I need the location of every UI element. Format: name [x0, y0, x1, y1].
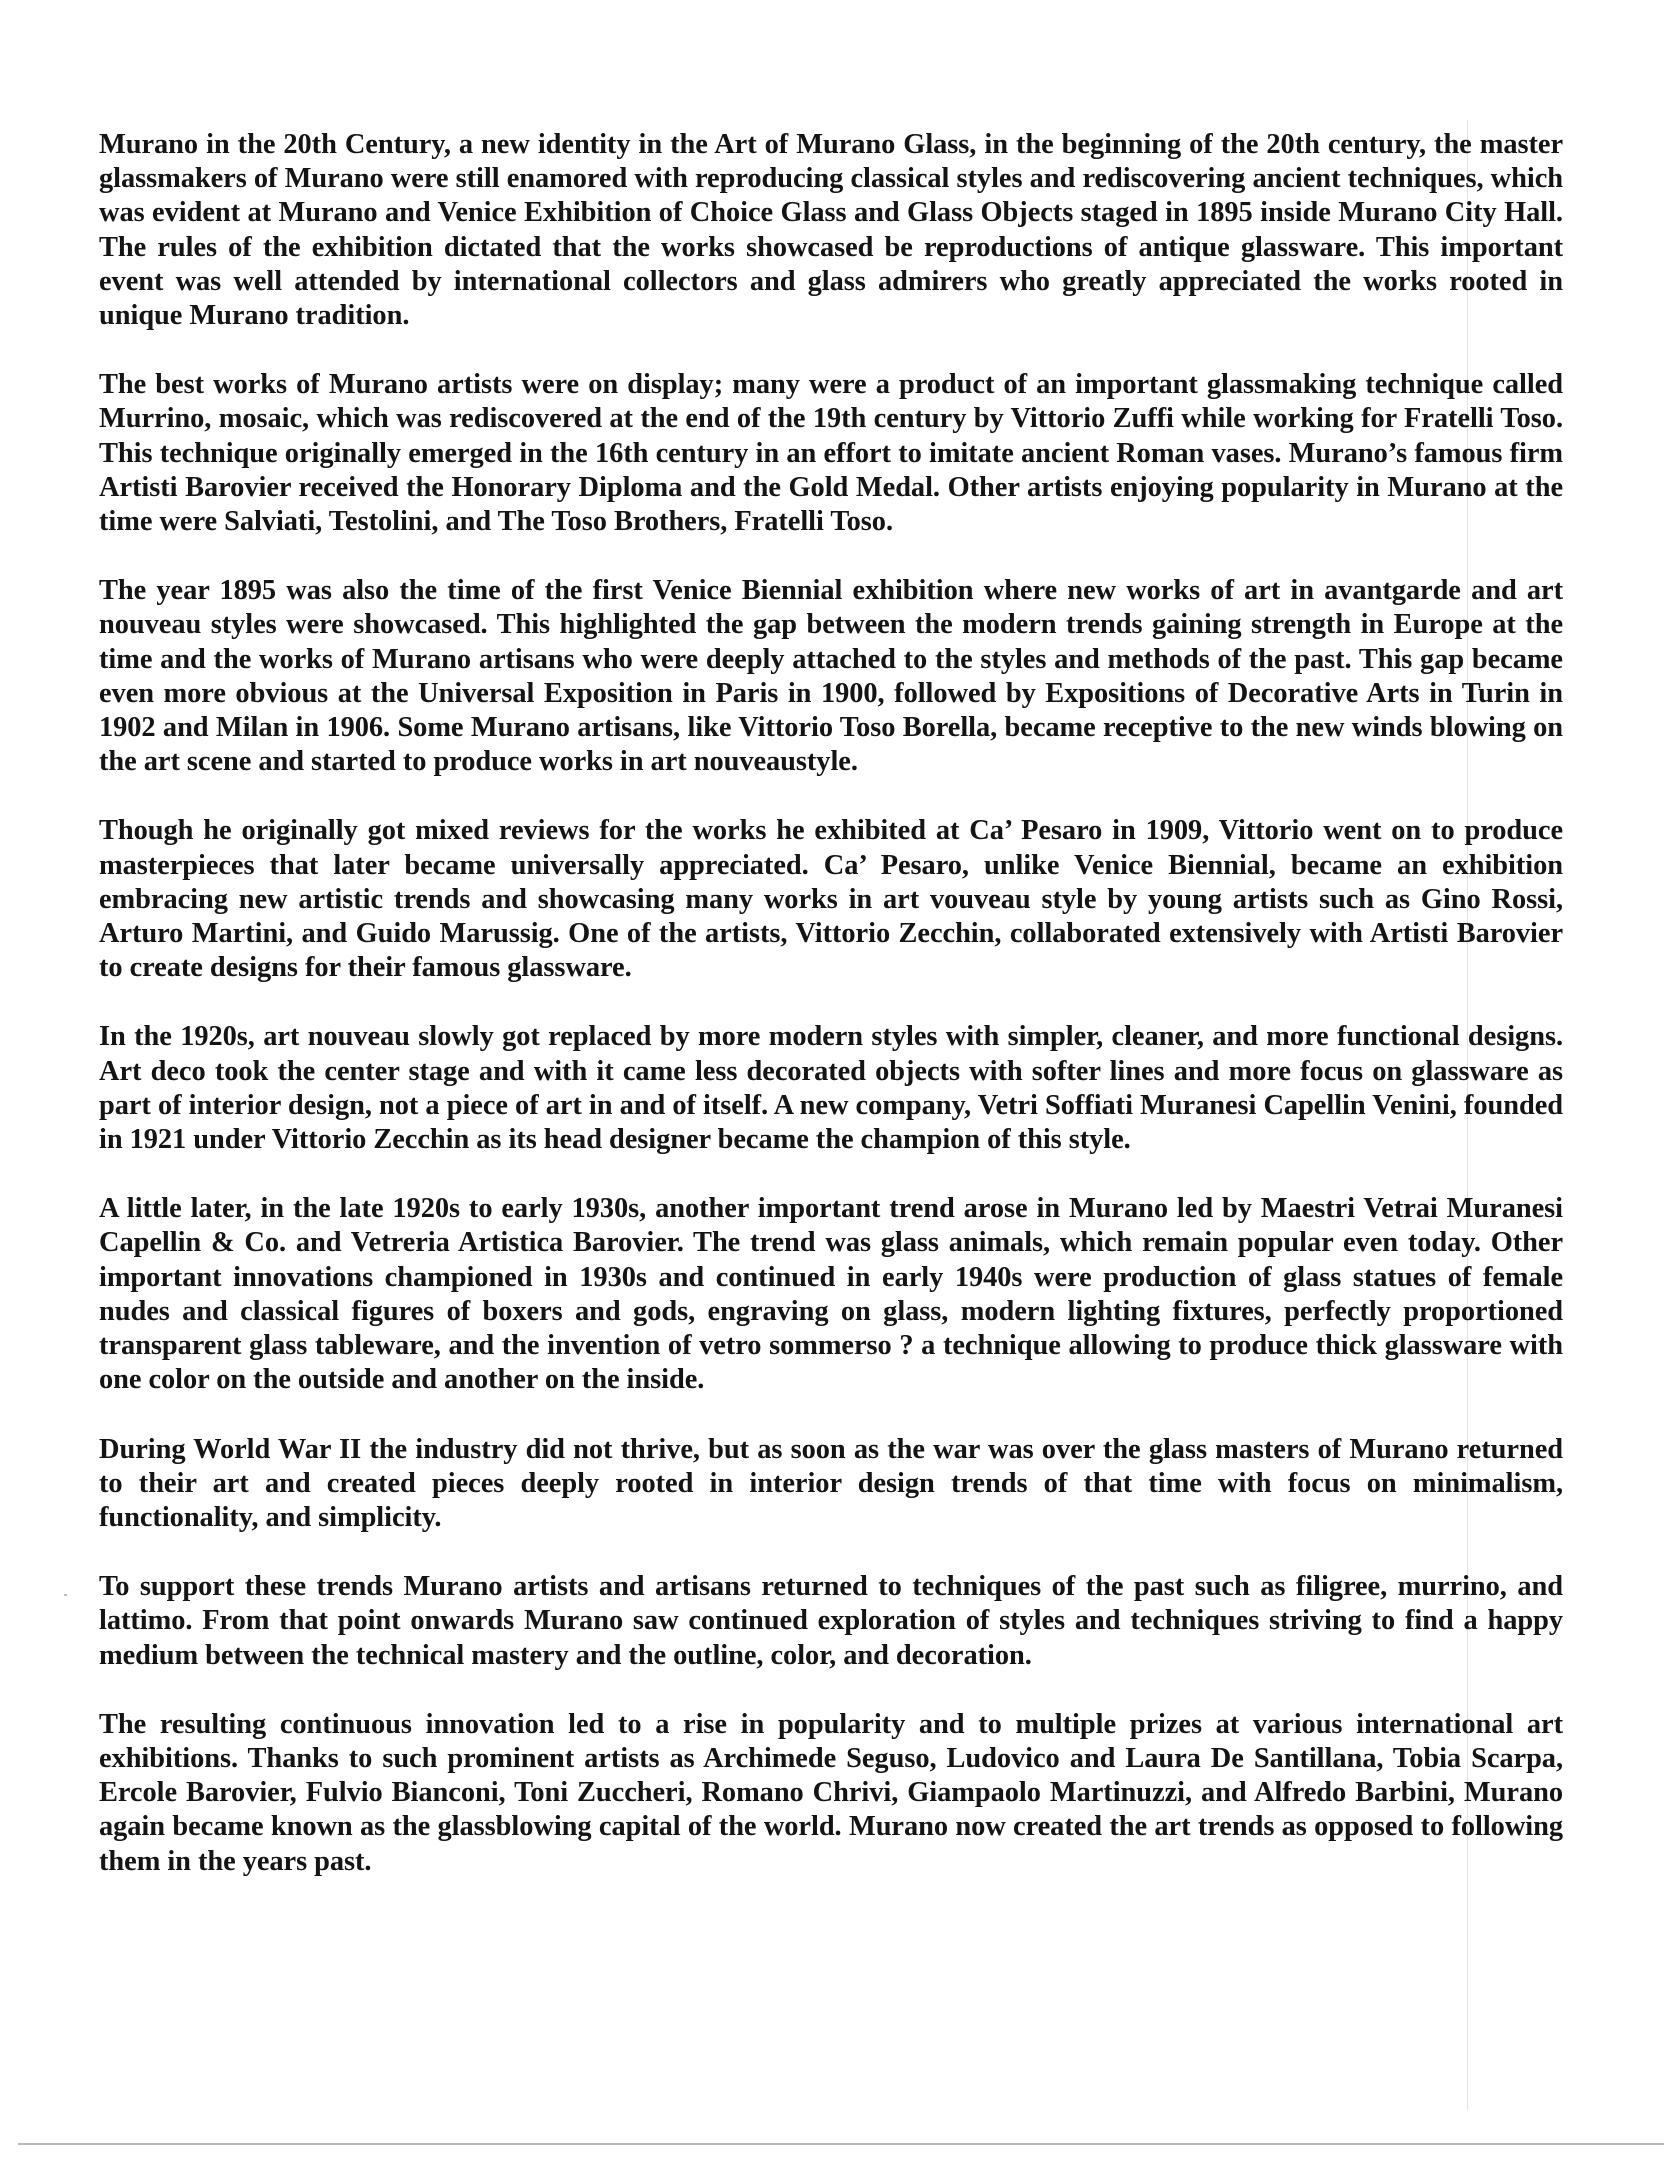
document-body: [99, 128, 1563, 1914]
paragraph-world-war-ii: During World War II the industry did not thrive, but as soon as the war was over the glass masters of Murano returned to their art and created pieces deeply rooted in interior design trends of that time with focus on minimalism, functionality, and simplicity.: [99, 1433, 1563, 1533]
paragraph-1930s: A little later, in the late 1920s to early 1930s, another important trend arose in Murano led by Maestri Vetrai Muranesi Capellin & Co. and Vetreria Artistica Barovier. The trend was glass animals, which remain popular even today. Other important innovations championed in 1930s and continued in early 1940s were production of glass statues of female nudes and classical figures of boxers and gods, engraving on glass, modern lighting fixtures, perfectly proportioned transparent glass tableware, and the invention of vetro sommerso ? a technique allowing to produce thick glassware with one color on the outside and another on the inside.: [99, 1193, 1563, 1396]
paragraph-intro: Murano in the 20th Century, a new identity in the Art of Murano Glass, in the beginning of the 20th century, the master glassmakers of Murano were still enamored with reproducing classical styles and rediscovering ancient techniques, which was evident at Murano and Venice Exhibition of Choice Glass and Glass Objects staged in 1895 inside Murano City Hall. The rules of the exhibition dictated that the works showcased be reproductions of antique glassware. This important event was well attended by international collectors and glass admirers who greatly appreciated the works rooted in unique Murano tradition.: [99, 129, 1563, 332]
bottom-rule: [18, 2143, 1664, 2145]
paragraph-ca-pesaro: Though he originally got mixed reviews for the works he exhibited at Ca’ Pesaro in 1909, Vittorio went on to produce masterpieces that later became universally appreciated. Ca’ Pesaro, unlike Venice Biennial, became an exhibition embracing new artistic trends and showcasing many works in art vouveau style by young artists such as Gino Rossi, Arturo Martini, and Guido Marussig. One of the artists, Vittorio Zecchin, collaborated extensively with Artisti Barovier to create designs for their famous glassware.: [99, 815, 1563, 984]
paragraph-1920s: In the 1920s, art nouveau slowly got replaced by more modern styles with simpler, cleaner, and more functional designs. Art deco took the center stage and with it came less decorated objects with softer lines and more focus on glassware as part of interior design, not a piece of art in and of itself. A new company, Vetri Soffiati Muranesi Capellin Venini, founded in 1921 under Vittorio Zecchin as its head designer became the champion of this style.: [99, 1021, 1563, 1156]
scan-artifact-dot: [64, 1594, 67, 1596]
paragraph-techniques: To support these trends Murano artists and artisans returned to techniques of the past such as filigree, murrino, and lattimo. From that point onwards Murano saw continued exploration of styles and techniques striving to find a happy medium between the technical mastery and the outline, color, and decoration.: [99, 1571, 1563, 1671]
paragraph-murrino: The best works of Murano artists were on display; many were a product of an important glassmaking technique called Murrino, mosaic, which was rediscovered at the end of the 19th century by Vittorio Zuffi while working for Fratelli Toso. This technique originally emerged in the 16th century in an effort to imitate ancient Roman vases. Murano’s famous firm Artisti Barovier received the Honorary Diploma and the Gold Medal. Other artists enjoying popularity in Murano at the time were Salviati, Testolini, and The Toso Brothers, Fratelli Toso.: [99, 369, 1563, 538]
paragraph-biennial: The year 1895 was also the time of the first Venice Biennial exhibition where new works of art in avantgarde and art nouveau styles were showcased. This highlighted the gap between the modern trends gaining strength in Europe at the time and the works of Murano artisans who were deeply attached to the styles and methods of the past. This gap became even more obvious at the Universal Exposition in Paris in 1900, followed by Expositions of Decorative Arts in Turin in 1902 and Milan in 1906. Some Murano artisans, like Vittorio Toso Borella, became receptive to the new winds blowing on the art scene and started to produce works in art nouveaustyle.: [99, 575, 1563, 778]
paragraph-innovation: The resulting continuous innovation led to a rise in popularity and to multiple prizes at various international art exhibitions. Thanks to such prominent artists as Archimede Seguso, Ludovico and Laura De Santillana, Tobia Scarpa, Ercole Barovier, Fulvio Bianconi, Toni Zuccheri, Romano Chrivi, Giampaolo Martinuzzi, and Alfredo Barbini, Murano again became known as the glassblowing capital of the world. Murano now created the art trends as opposed to following them in the years past.: [99, 1708, 1563, 1877]
